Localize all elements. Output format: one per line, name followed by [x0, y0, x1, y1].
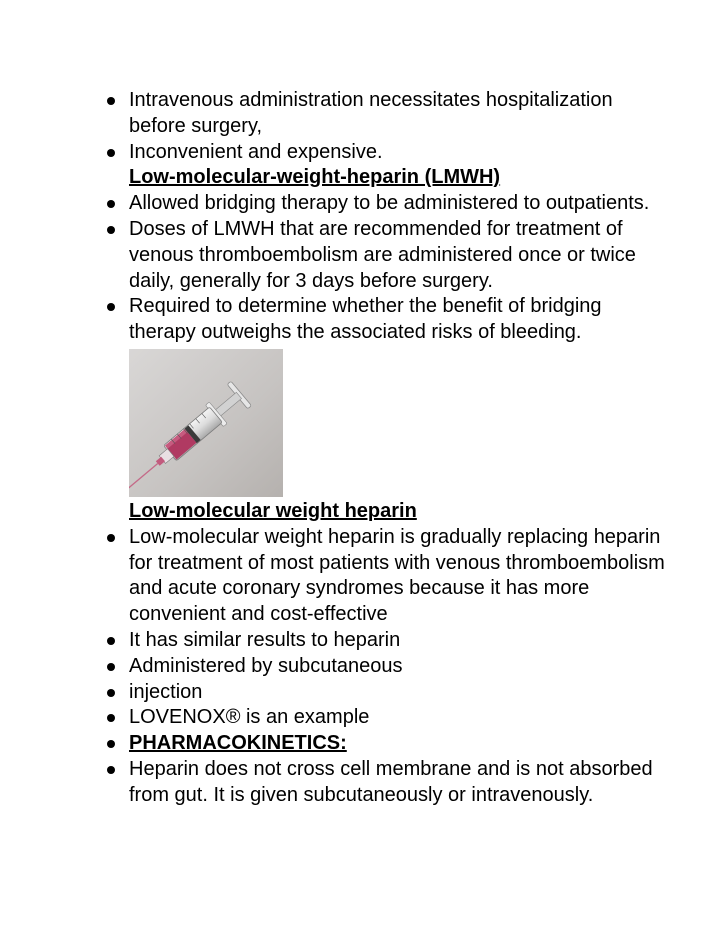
list-item-text: Required to determine whether the benefit of bridging therapy outweighs the associated risks of bleeding. — [129, 295, 602, 344]
syringe-photo-icon — [129, 349, 283, 497]
list-item — [107, 628, 667, 654]
lmw-heparin-heading: Low-molecular weight heparin — [129, 499, 417, 522]
list-item — [107, 731, 667, 757]
syringe-image-block — [107, 346, 667, 499]
bullet-icon — [107, 303, 115, 311]
list-item — [107, 654, 667, 680]
document-body — [107, 88, 667, 809]
bullet-icon — [107, 226, 115, 234]
pharmacokinetics-label: PHARMACOKINETICS: — [129, 732, 347, 755]
list-item-text: Inconvenient and expensive. — [129, 140, 383, 163]
list-item-text: LOVENOX® is an example — [129, 706, 370, 729]
list-item — [107, 191, 667, 217]
list-item-text: Administered by subcutaneous — [129, 654, 403, 677]
list-item-text: Heparin does not cross cell membrane and is not absorbed from gut. It is given subcutaneously or intravenously. — [129, 757, 653, 806]
bullet-icon — [107, 149, 115, 157]
bullet-icon — [107, 689, 115, 697]
list-item — [107, 757, 667, 809]
list-item — [107, 294, 667, 346]
list-item-text: injection — [129, 680, 203, 703]
list-item — [107, 680, 667, 706]
bullet-icon — [107, 97, 115, 105]
list-item-text: Allowed bridging therapy to be administered to outpatients. — [129, 192, 650, 215]
bullet-icon — [107, 740, 115, 748]
bullet-icon — [107, 766, 115, 774]
bullet-icon — [107, 200, 115, 208]
list-item — [107, 140, 667, 166]
bullet-icon — [107, 663, 115, 671]
list-item — [107, 217, 667, 294]
list-item — [107, 88, 667, 140]
bullet-icon — [107, 637, 115, 645]
list-item-text: Doses of LMWH that are recommended for treatment of venous thromboembolism are administered once or twice daily, generally for 3 days before surgery. — [129, 217, 636, 292]
bullet-icon — [107, 714, 115, 722]
lmwh-heading: Low-molecular-weight-heparin (LMWH) — [129, 166, 501, 189]
list-item-text: Intravenous administration necessitates hospitalization before surgery, — [129, 89, 613, 137]
list-item — [107, 525, 667, 628]
list-item-text: Low-molecular weight heparin is gradually replacing heparin for treatment of most patients with venous thromboembolism and acute coronary syndromes because it has more convenient and cost-effective — [129, 525, 665, 626]
bullet-icon — [107, 534, 115, 542]
list-item — [107, 705, 667, 731]
list-item-text: It has similar results to heparin — [129, 628, 401, 651]
